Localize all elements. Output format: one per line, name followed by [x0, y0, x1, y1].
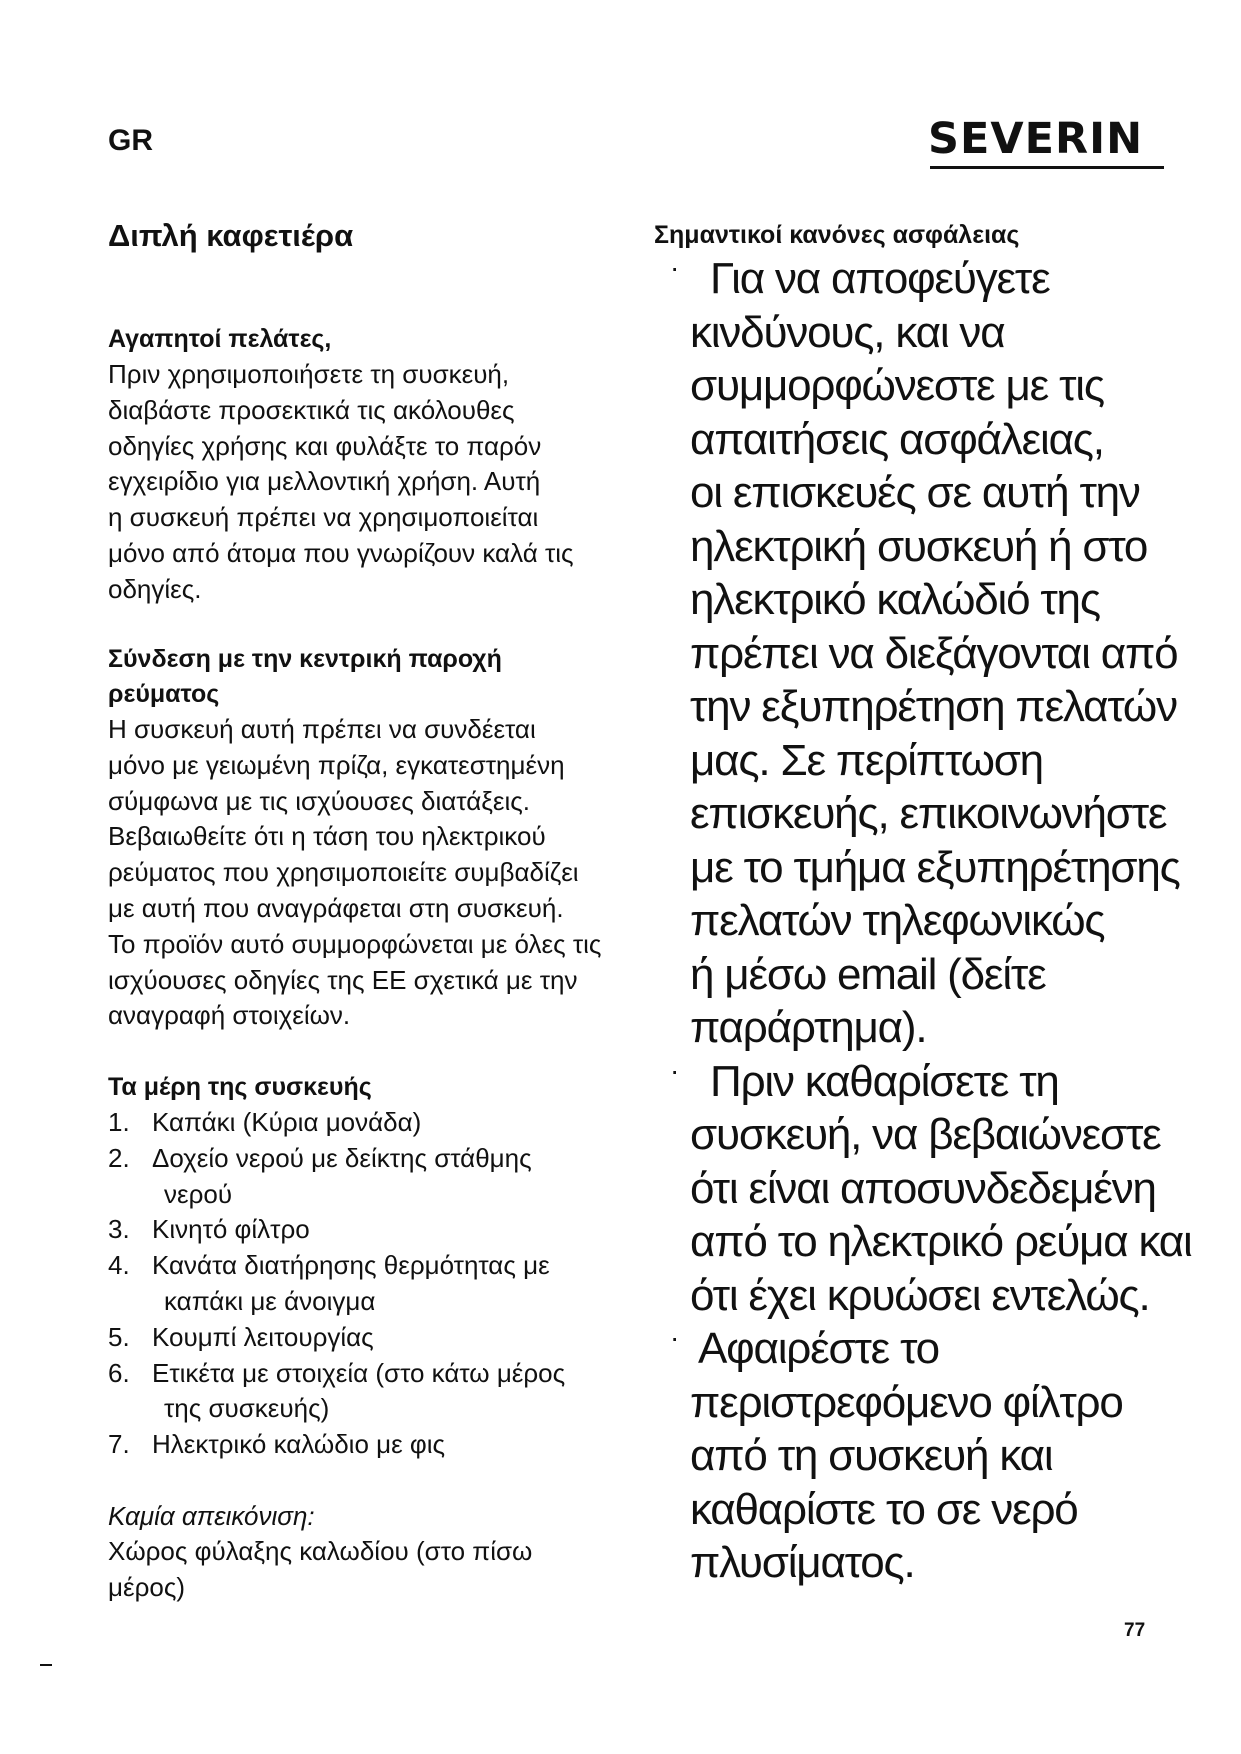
item-number: 5.: [108, 1321, 130, 1352]
greeting-line: οδηγίες χρήσης και φυλάξτε το παρόν: [108, 430, 542, 461]
list-item: [108, 1212, 628, 1248]
bullet-dot: ·: [670, 252, 680, 283]
bullet-line: από το ηλεκτρικό ρεύμα και: [690, 1217, 1192, 1266]
bullet-line: κινδύνους, και να: [690, 307, 1005, 357]
bullet-line: επισκευής, επικοινωνήστε: [690, 789, 1167, 838]
item-number: 2.: [108, 1142, 130, 1173]
bullet-line: ότι είναι αποσυνδεδεμένη: [690, 1163, 1156, 1213]
bullet-dot: ·: [670, 1054, 680, 1086]
greeting-line: εγχειρίδιο για μελλοντική χρήση. Αυτή: [108, 466, 541, 497]
connection-line: σύμφωνα με τις ισχύουσες διατάξεις.: [108, 785, 530, 816]
bullet-line: συμμορφώνεστε με τις: [690, 361, 1104, 410]
parts-section: [108, 1070, 628, 1463]
left-column: [108, 218, 628, 1602]
greeting-line: η συσκευή πρέπει να χρησιμοποιείται: [108, 502, 539, 533]
item-line-cont: της συσκευής): [164, 1393, 330, 1424]
safety-heading: Σημαντικοί κανόνες ασφάλειας: [654, 221, 1020, 249]
item-number: 3.: [108, 1214, 130, 1245]
brand-logo: [928, 114, 1164, 172]
connection-heading: Σύνδεση με την κεντρική παροχή: [108, 645, 502, 673]
item-text: Κουμπί λειτουργίας: [152, 1321, 374, 1352]
list-item: [108, 1356, 628, 1428]
bullet-line: απαιτήσεις ασφάλειας,: [690, 414, 1104, 464]
safety-bullet: [654, 252, 1194, 1055]
product-title: Διπλή καφετιέρα: [108, 218, 354, 253]
bullet-line: ηλεκτρική συσκευή ή στο: [690, 521, 1148, 571]
page-number: 77: [1124, 1620, 1146, 1641]
connection-line: αναγραφή στοιχείων.: [108, 1000, 351, 1031]
greeting-line: διαβάστε προσεκτικά τις ακόλουθες: [108, 394, 515, 425]
bullet-line: πρέπει να διεξάγονται από: [690, 628, 1178, 678]
bullet-line: την εξυπηρέτηση πελατών: [690, 682, 1177, 731]
item-line: Δοχείο νερού με δείκτης στάθμης: [152, 1142, 532, 1173]
bullet-line: ή μέσω email (δείτε: [690, 949, 1046, 999]
item-line-cont: νερού: [164, 1178, 233, 1209]
bullet-line: πλυσίματος.: [690, 1538, 915, 1587]
list-item: [108, 1105, 628, 1141]
bullet-line: Πριν καθαρίσετε τη: [710, 1056, 1059, 1106]
safety-bullet: [654, 1322, 1194, 1590]
bullet-line: καθαρίστε το σε νερό: [690, 1484, 1078, 1534]
bullet-line: μας. Σε περίπτωση: [690, 735, 1043, 785]
bullet-line: από τη συσκευή και: [690, 1431, 1053, 1480]
no-illustration-line: Χώρος φύλαξης καλωδίου (στο πίσω: [108, 1536, 533, 1566]
bullet-line: περιστρεφόμενο φίλτρο: [690, 1377, 1123, 1427]
no-illustration-label: Καμία απεικόνιση:: [108, 1501, 315, 1531]
connection-line: ρεύματος που χρησιμοποιείτε συμβαδίζει: [108, 857, 579, 888]
item-text: [152, 1141, 628, 1213]
connection-line: Το προϊόν αυτό συμμορφώνεται με όλες τις: [108, 928, 602, 959]
greeting-line: οδηγίες.: [108, 573, 202, 604]
item-line: Ετικέτα με στοιχεία (στο κάτω μέρος: [152, 1357, 566, 1388]
list-item: [108, 1141, 628, 1213]
greeting-line: μόνο από άτομα που γνωρίζουν καλά τις: [108, 537, 574, 568]
item-text: Ηλεκτρικό καλώδιο με φις: [152, 1429, 446, 1460]
right-column: [654, 220, 1194, 1590]
bullet-line: με το τμήμα εξυπηρέτησης: [690, 842, 1180, 892]
greeting-heading: Αγαπητοί πελάτες,: [108, 325, 332, 353]
item-line-cont: καπάκι με άνοιγμα: [164, 1285, 376, 1316]
no-illustration-line: μέρος): [108, 1571, 186, 1602]
brand-underline: [930, 166, 1164, 169]
connection-line: Βεβαιωθείτε ότι η τάση του ηλεκτρικού: [108, 821, 546, 852]
item-number: 7.: [108, 1429, 130, 1460]
bullet-line: ηλεκτρικό καλώδιό της: [690, 575, 1100, 624]
parts-heading: Τα μέρη της συσκευής: [108, 1073, 372, 1101]
greeting-section: [108, 322, 628, 608]
item-text: Κινητό φίλτρο: [152, 1214, 310, 1245]
connection-section: [108, 642, 628, 1034]
list-item: [108, 1320, 628, 1356]
language-code: GR: [108, 124, 153, 157]
bullet-line: πελατών τηλεφωνικώς: [690, 896, 1105, 945]
bullet-line: παράρτημα).: [690, 1003, 927, 1052]
greeting-line: Πριν χρησιμοποιήσετε τη συσκευή,: [108, 359, 510, 389]
brand-name: SEVERIN: [928, 114, 1144, 164]
list-item: [108, 1427, 628, 1463]
connection-line: ισχύουσες οδηγίες της ΕΕ σχετικά με την: [108, 964, 578, 995]
item-line: Κανάτα διατήρησης θερμότητας με: [152, 1250, 550, 1281]
connection-line: Η συσκευή αυτή πρέπει να συνδέεται: [108, 714, 536, 744]
bullet-line: Για να αποφεύγετε: [710, 254, 1050, 303]
bullet-line: ότι έχει κρυώσει εντελώς.: [690, 1270, 1150, 1320]
item-text: [152, 1356, 628, 1428]
bullet-line: συσκευή, να βεβαιώνεστε: [690, 1110, 1161, 1159]
item-number: 1.: [108, 1107, 130, 1137]
connection-line: με αυτή που αναγράφεται στη συσκευή.: [108, 892, 564, 923]
item-text: Καπάκι (Κύρια μονάδα): [152, 1107, 422, 1137]
connection-heading-cont: ρεύματος: [108, 680, 220, 708]
item-number: 6.: [108, 1357, 130, 1388]
item-number: 4.: [108, 1250, 130, 1281]
safety-bullet: [654, 1055, 1194, 1323]
list-item: [108, 1248, 628, 1320]
parts-list: [108, 1105, 628, 1463]
bullet-line: οι επισκευές σε αυτή την: [690, 468, 1140, 517]
margin-mark: [40, 1664, 52, 1666]
no-illustration-section: [108, 1498, 628, 1606]
connection-line: μόνο με γειωμένη πρίζα, εγκατεστημένη: [108, 749, 565, 780]
item-text: [152, 1248, 628, 1320]
bullet-dot: ·: [670, 1322, 680, 1353]
bullet-line: Αφαιρέστε το: [698, 1324, 939, 1373]
